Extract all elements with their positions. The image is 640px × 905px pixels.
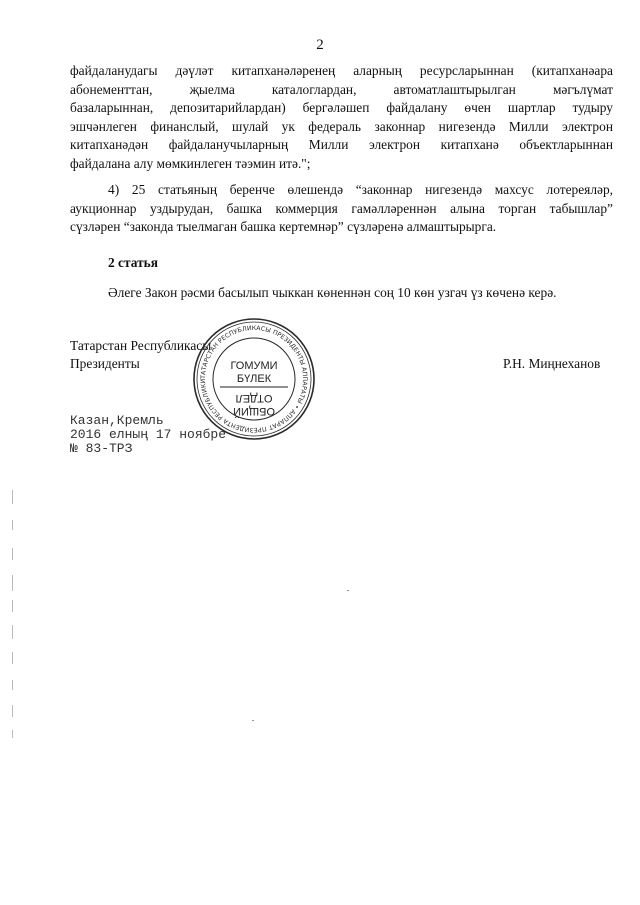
page-number: 2	[316, 37, 324, 53]
svg-text:ТАТАРСТАН РЕСПУБЛИКАСЫ ПРЕЗИДЕ: ТАТАРСТАН РЕСПУБЛИКАСЫ ПРЕЗИДЕНТЫ АППАРАТЫ • АППАРАТ ПРЕЗИДЕНТА РЕСПУБЛИКИ	[199, 324, 309, 434]
scan-margin-marks	[12, 0, 15, 905]
text-line: абонементтан, җыелма каталоглардан, автоматлаштырылган мәгълүмат	[70, 81, 613, 97]
svg-text:ГОМУМИ: ГОМУМИ	[230, 360, 278, 372]
paragraph-item-4	[70, 181, 613, 237]
paragraph-continuation	[70, 62, 613, 174]
typed-date: 2016 елның 17 ноябре	[70, 427, 227, 442]
svg-text:ОБЩИЙ: ОБЩИЙ	[233, 405, 275, 417]
text-line: файдалана алу мөмкинлеген тәэмин итә.";	[70, 155, 311, 171]
stamp-seal-icon	[190, 315, 318, 443]
text-line: китапханәдән файдаланучыларның Милли электрон китапханә объектларыннан	[70, 137, 613, 153]
scan-speck	[252, 720, 254, 721]
text-line: 4) 25 статьяның беренче өлешендә “законнар нигезендә махсус лотереяләр,	[108, 182, 613, 197]
official-stamp	[190, 315, 318, 443]
text-line: аукционнар уздырудан, башка коммерция гамәлләреннән алына торган табышлар”	[70, 200, 613, 216]
paragraph-article-2: Әлеге Закон рәсми басылып чыккан көненнән соң 10 көн узгач үз көченә керә.	[108, 285, 557, 300]
signer-name: Р.Н. Миңнеханов	[503, 356, 601, 371]
signature-title-line1: Татарстан Республикасы	[70, 338, 212, 353]
text-line: сүзләрен “законда тыелмаган башка кертемнәр” сүзләренә алмаштырырга.	[70, 219, 497, 235]
article-heading: 2 статья	[108, 255, 158, 270]
typed-location: Казан,Кремль	[70, 413, 164, 428]
typed-law-number: № 83-ТРЗ	[70, 441, 133, 456]
text-line: файдаланудагы дәүләт китапханәләренең аларның ресурсларыннан (китапханәара	[70, 63, 613, 78]
scan-speck	[347, 590, 349, 591]
svg-text:БҮЛЕК: БҮЛЕК	[236, 373, 272, 385]
signature-title-line2: Президенты	[70, 356, 140, 371]
text-line: базаларыннан, депозитарийлардан) бергәләшеп файдалану өчен шартлар тудыру	[70, 100, 613, 116]
text-line: эшчәнлеген финанслый, шулай ук федераль законнар нигезендә Милли электрон	[70, 118, 613, 134]
svg-text:ОТДЕЛ: ОТДЕЛ	[235, 392, 273, 404]
